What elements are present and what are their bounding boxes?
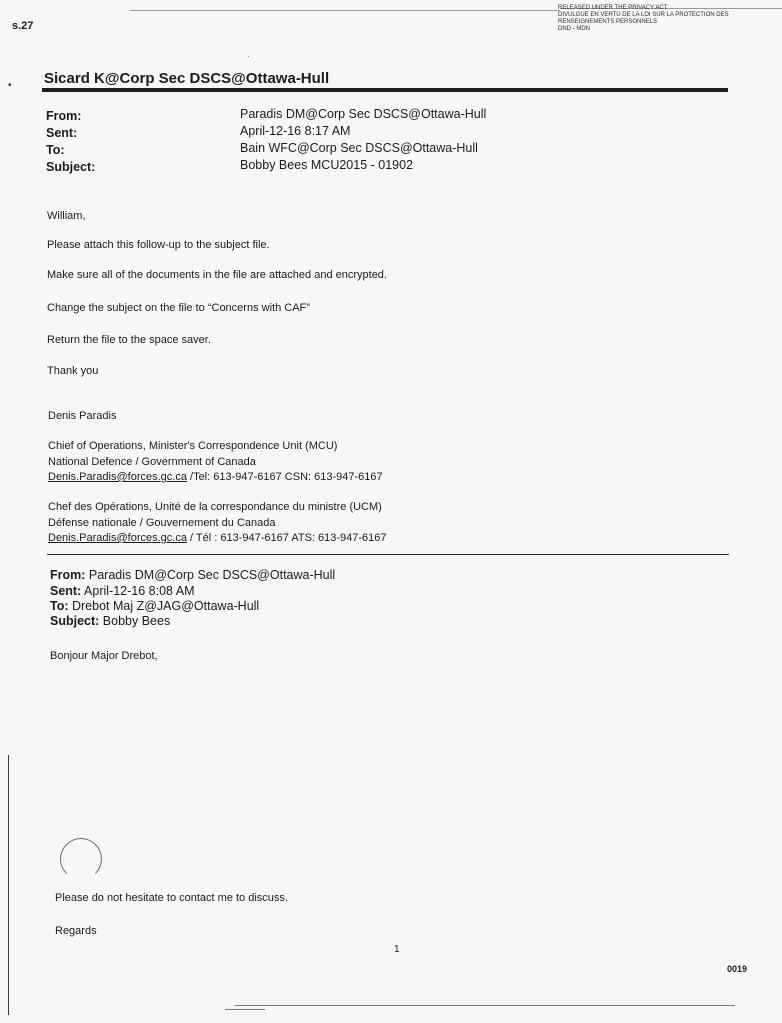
forward-subject-label: Subject:: [50, 614, 100, 628]
forward-to: [50, 599, 259, 613]
signature-org-en: National Defence / Government of Canada: [48, 456, 256, 468]
signature-email-link[interactable]: Denis.Paradis@forces.gc.ca: [48, 471, 187, 483]
scan-bottom-rule-left: [225, 1009, 265, 1010]
signature-email-link[interactable]: Denis.Paradis@forces.gc.ca: [48, 532, 187, 544]
to-label: To:: [46, 143, 65, 157]
signature-name: Denis Paradis: [48, 410, 117, 422]
exemption-code: s.27: [12, 20, 34, 32]
forward-closing-line: Please do not hesitate to contact me to discuss.: [55, 892, 288, 904]
body-line: Make sure all of the documents in the file are attached and encrypted.: [47, 269, 387, 281]
forward-regards: Regards: [55, 925, 97, 937]
body-line: Please attach this follow-up to the subject file.: [47, 239, 270, 251]
forward-from-label: From:: [50, 568, 86, 582]
body-line: Thank you: [47, 365, 99, 377]
release-stamp: [558, 5, 729, 33]
document-number: 0019: [727, 964, 748, 974]
subject-label: Subject:: [46, 160, 96, 174]
to-value: Bain WFC@Corp Sec DSCS@Ottawa-Hull: [240, 141, 478, 155]
from-label: From:: [46, 109, 82, 123]
forward-to-value: Drebot Maj Z@JAG@Ottawa-Hull: [68, 599, 260, 613]
title-divider: [42, 88, 728, 92]
signature-org-fr: Défense nationale / Gouvernement du Canada: [48, 517, 276, 529]
signature-contact-en: [48, 471, 383, 483]
release-stamp-line: RENSEIGNEMENTS PERSONNELS: [558, 19, 658, 25]
forward-from-value: Paradis DM@Corp Sec DSCS@Ottawa-Hull: [85, 568, 336, 582]
signature-phone-en: /Tel: 613-947-6167 CSN: 613-947-6167: [186, 471, 383, 483]
signature-phone-fr: / Tél : 613-947-6167 ATS: 613-947-6167: [186, 532, 387, 544]
forward-greeting: Bonjour Major Drebot,: [50, 650, 158, 662]
signature-contact-fr: [48, 532, 387, 544]
release-stamp-line: RELEASED UNDER THE PRIVACY ACT: [558, 5, 668, 11]
release-stamp-line: DND - MDN: [558, 26, 590, 32]
forward-subject: [50, 614, 170, 628]
scan-margin-line: [8, 755, 9, 1015]
page-number: 1: [394, 944, 400, 955]
forward-from: [50, 568, 335, 582]
from-value: Paradis DM@Corp Sec DSCS@Ottawa-Hull: [240, 107, 487, 121]
sent-label: Sent:: [46, 126, 78, 140]
scan-arc-mark: [60, 838, 102, 880]
body-line: Return the file to the space saver.: [47, 334, 211, 346]
signature-title-fr: Chef des Opérations, Unité de la correspondance du ministre (UCM): [48, 501, 382, 513]
forward-sent: [50, 584, 195, 598]
forward-divider: [47, 554, 729, 555]
scan-bottom-rule: [235, 1005, 735, 1006]
forward-sent-value: April-12-16 8:08 AM: [81, 584, 195, 598]
sent-value: April-12-16 8:17 AM: [240, 124, 351, 138]
scan-speck: •: [8, 80, 12, 91]
body-line: Change the subject on the file to “Concerns with CAF”: [47, 302, 310, 314]
scan-speck: ·: [247, 52, 250, 61]
mailbox-owner: Sicard K@Corp Sec DSCS@Ottawa-Hull: [44, 70, 330, 87]
signature-title-en: Chief of Operations, Minister's Correspondence Unit (MCU): [48, 440, 338, 452]
subject-value: Bobby Bees MCU2015 - 01902: [240, 158, 414, 172]
forward-sent-label: Sent:: [50, 584, 82, 598]
forward-to-label: To:: [50, 599, 69, 613]
body-greeting: William,: [47, 210, 86, 222]
forward-subject-value: Bobby Bees: [99, 614, 171, 628]
release-stamp-line: DIVULGUE EN VERTU DE LA LOI SUR LA PROTECTION DES: [558, 12, 729, 18]
scan-top-rule: [130, 10, 560, 11]
